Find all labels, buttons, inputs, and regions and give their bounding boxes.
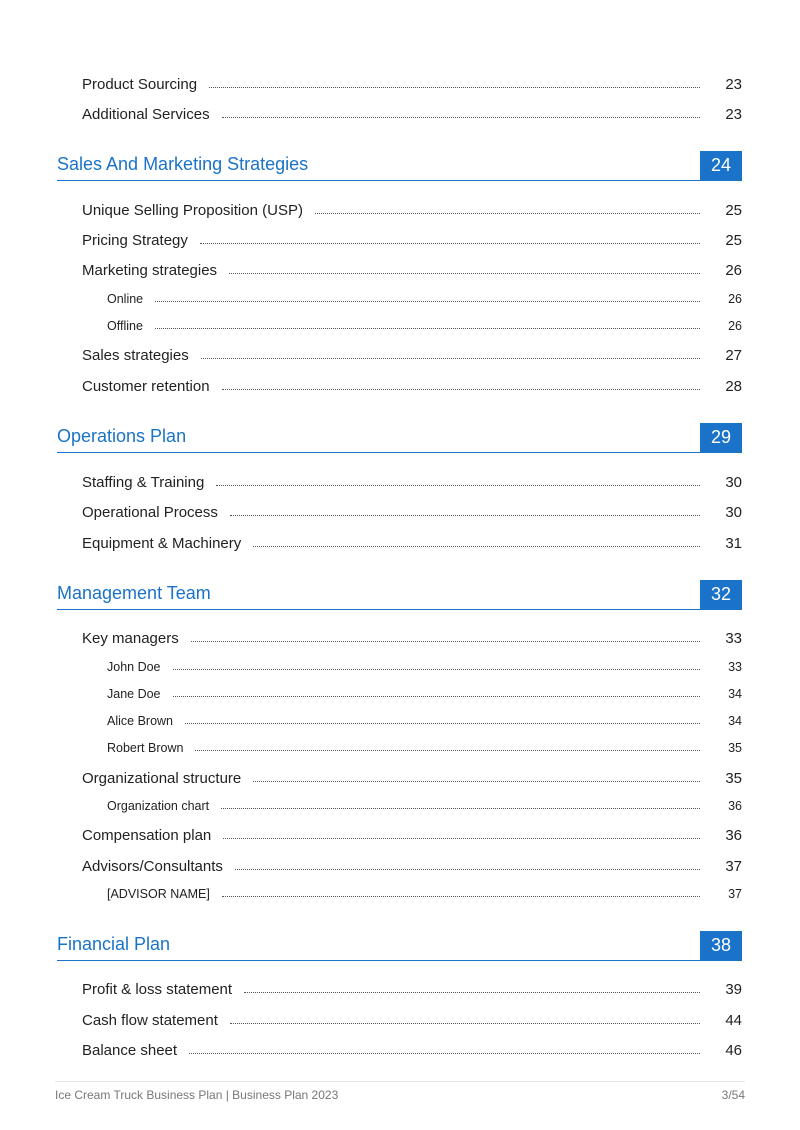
toc-entry-label: John Doe (107, 660, 161, 674)
dot-leader (223, 838, 700, 839)
toc-entry-profit-loss-statement[interactable] (82, 976, 742, 998)
toc-entry-key-managers[interactable] (82, 625, 742, 647)
toc-entry-customer-retention[interactable] (82, 373, 742, 395)
toc-entry-page: 39 (725, 981, 742, 998)
toc-entry-page: 30 (725, 474, 742, 491)
toc-entry-page: 35 (728, 741, 742, 755)
toc-entry-page: 25 (725, 232, 742, 249)
dot-leader (216, 485, 700, 486)
toc-entry-advisors-consultants[interactable] (82, 853, 742, 875)
toc-entry-label: Organizational structure (82, 770, 242, 787)
toc-entry-marketing-strategies[interactable] (82, 257, 742, 279)
toc-entry-label: Product Sourcing (82, 76, 198, 93)
toc-entry-label: Additional Services (82, 106, 210, 123)
toc-section-page-badge: 38 (700, 931, 742, 960)
toc-entry-page: 36 (728, 799, 742, 813)
toc-entry-label: Jane Doe (107, 687, 161, 701)
toc-subentry-john-doe[interactable] (107, 656, 742, 674)
toc-subentry-robert-brown[interactable] (107, 737, 742, 755)
toc-entry-cash-flow-statement[interactable] (82, 1007, 742, 1029)
dot-leader (173, 696, 700, 697)
toc-entry-page: 25 (725, 202, 742, 219)
dot-leader (253, 546, 700, 547)
toc-section-title: Sales And Marketing Strategies (57, 154, 309, 174)
dot-leader (315, 213, 700, 214)
toc-entry-compensation-plan[interactable] (82, 822, 742, 844)
toc-entry-label: [ADVISOR NAME] (107, 887, 210, 901)
dot-leader (253, 781, 700, 782)
toc-entry-label: Operational Process (82, 504, 218, 521)
dot-leader (155, 301, 700, 302)
toc-entry-organizational-structure[interactable] (82, 765, 742, 787)
toc-section-page-badge: 24 (700, 151, 742, 180)
toc-subentry-offline[interactable] (107, 315, 742, 333)
dot-leader (235, 869, 700, 870)
toc-section-management-team[interactable] (57, 580, 742, 610)
toc-entry-label: Alice Brown (107, 714, 173, 728)
toc-entry-label: Customer retention (82, 378, 210, 395)
toc-subentry-advisor-name[interactable] (107, 883, 742, 901)
toc-subentry-organization-chart[interactable] (107, 795, 742, 813)
toc-entry-page: 36 (725, 827, 742, 844)
toc-entry-staffing-training[interactable] (82, 469, 742, 491)
footer-document-title: Ice Cream Truck Business Plan | Business Plan 2023 (55, 1088, 339, 1102)
toc-entry-page: 23 (725, 106, 742, 123)
toc-entry-equipment-machinery[interactable] (82, 530, 742, 552)
toc-entry-page: 33 (728, 660, 742, 674)
dot-leader (200, 243, 700, 244)
toc-entry-page: 44 (725, 1012, 742, 1029)
toc-entry-product-sourcing[interactable] (82, 71, 742, 93)
dot-leader (244, 992, 700, 993)
dot-leader (222, 896, 700, 897)
toc-entry-page: 28 (725, 378, 742, 395)
toc-entry-label: Unique Selling Proposition (USP) (82, 202, 303, 219)
toc-entry-label: Organization chart (107, 799, 210, 813)
dot-leader (230, 515, 700, 516)
toc-section-title: Operations Plan (57, 426, 187, 446)
dot-leader (222, 389, 700, 390)
toc-entry-label: Robert Brown (107, 741, 184, 755)
toc-entry-label: Offline (107, 319, 143, 333)
toc-entry-operational-process[interactable] (82, 499, 742, 521)
dot-leader (155, 328, 700, 329)
toc-entry-page: 23 (725, 76, 742, 93)
toc-entry-pricing-strategy[interactable] (82, 227, 742, 249)
dot-leader (201, 358, 700, 359)
toc-subentry-jane-doe[interactable] (107, 683, 742, 701)
dot-leader (222, 117, 700, 118)
toc-entry-page: 37 (728, 887, 742, 901)
toc-entry-label: Marketing strategies (82, 262, 218, 279)
toc-subentry-online[interactable] (107, 288, 742, 306)
toc-entry-label: Staffing & Training (82, 474, 205, 491)
toc-entry-label: Advisors/Consultants (82, 858, 223, 875)
toc-entry-page: 46 (725, 1042, 742, 1059)
toc-entry-label: Sales strategies (82, 347, 189, 364)
toc-section-title: Management Team (57, 583, 211, 603)
toc-section-operations-plan[interactable] (57, 423, 742, 453)
toc-subentry-alice-brown[interactable] (107, 710, 742, 728)
toc-entry-page: 27 (725, 347, 742, 364)
toc-entry-page: 26 (728, 292, 742, 306)
dot-leader (221, 808, 700, 809)
toc-entry-label: Key managers (82, 630, 179, 647)
toc-entry-page: 34 (728, 687, 742, 701)
toc-entry-label: Compensation plan (82, 827, 212, 844)
toc-section-sales-and-marketing[interactable] (57, 151, 742, 181)
toc-entry-page: 31 (725, 535, 742, 552)
toc-entry-page: 37 (725, 858, 742, 875)
dot-leader (195, 750, 700, 751)
toc-entry-label: Balance sheet (82, 1042, 178, 1059)
dot-leader (230, 1023, 700, 1024)
toc-entry-label: Online (107, 292, 144, 306)
footer-divider (55, 1081, 745, 1082)
toc-entry-sales-strategies[interactable] (82, 342, 742, 364)
dot-leader (173, 669, 700, 670)
dot-leader (209, 87, 700, 88)
toc-entry-label: Equipment & Machinery (82, 535, 242, 552)
toc-entry-page: 26 (725, 262, 742, 279)
toc-entry-balance-sheet[interactable] (82, 1037, 742, 1059)
toc-entry-page: 33 (725, 630, 742, 647)
toc-entry-label: Profit & loss statement (82, 981, 233, 998)
dot-leader (185, 723, 700, 724)
toc-entry-page: 26 (728, 319, 742, 333)
toc-entry-page: 30 (725, 504, 742, 521)
toc-entry-page: 34 (728, 714, 742, 728)
toc-entry-usp[interactable] (82, 197, 742, 219)
toc-entry-page: 35 (725, 770, 742, 787)
dot-leader (189, 1053, 700, 1054)
toc-entry-additional-services[interactable] (82, 101, 742, 123)
toc-section-financial-plan[interactable] (57, 931, 742, 961)
footer-page-indicator: 3/54 (721, 1088, 745, 1102)
dot-leader (229, 273, 700, 274)
toc-entry-label: Pricing Strategy (82, 232, 188, 249)
toc-entry-label: Cash flow statement (82, 1012, 218, 1029)
dot-leader (191, 641, 700, 642)
toc-section-title: Financial Plan (57, 934, 171, 954)
toc-section-page-badge: 29 (700, 423, 742, 452)
toc-section-page-badge: 32 (700, 580, 742, 609)
